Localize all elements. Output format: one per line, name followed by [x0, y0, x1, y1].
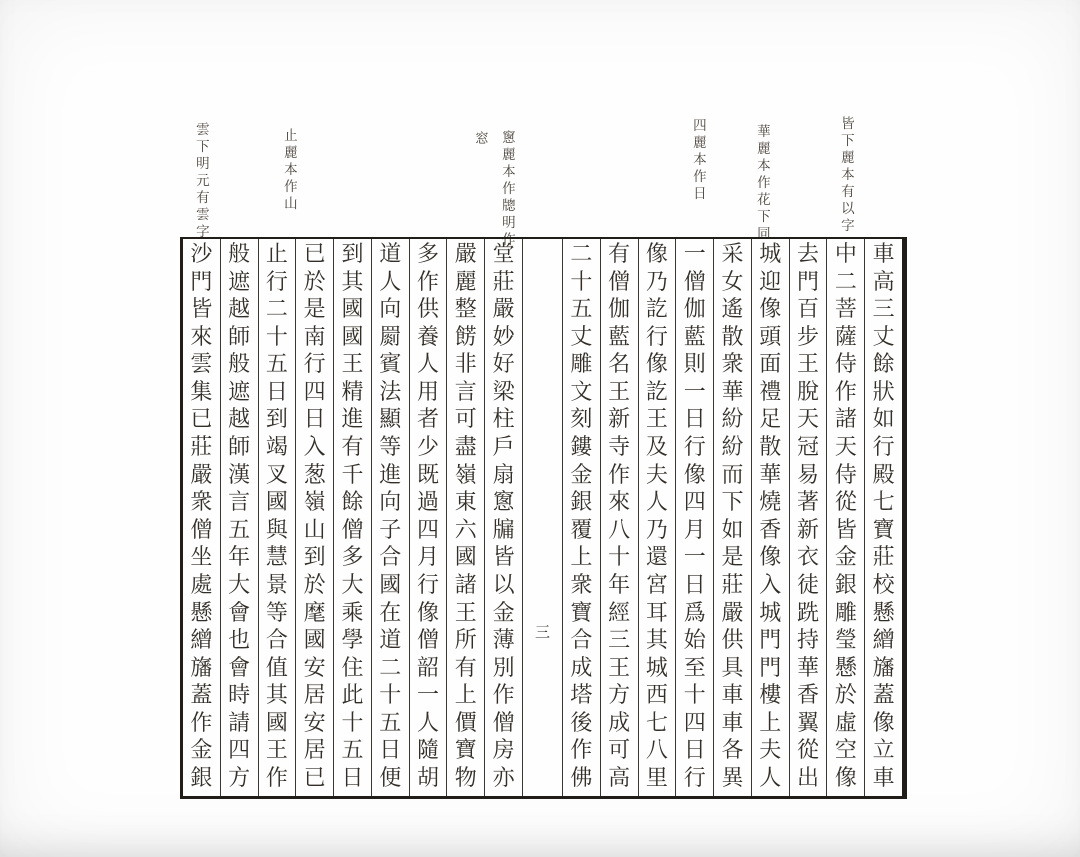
text-column-1: 車 高 三 丈 餘 狀 如 行 殿 七 寶 莊 校 懸 繒 旛 蓋 像 立 車	[864, 239, 902, 796]
text-column-2: 中 二 菩 薩 侍 作 諸 天 侍 從 皆 金 銀 雕 瑩 懸 於 虛 空 像	[826, 239, 864, 796]
text-column-grid	[183, 239, 902, 796]
text-column-8: 有 僧 伽 藍 名 王 新 寺 作 來 八 十 年 經 三 王 方 成 可 高	[600, 239, 638, 796]
margin-note-1: 皆下麗本有以字	[837, 116, 854, 235]
text-column-6: 一 僧 伽 藍 則 一 日 行 像 四 月 一 日 爲 始 至 十 四 日 行	[675, 239, 713, 796]
text-column-13: 道 人 向 罽 賓 法 顯 等 進 向 子 合 國 在 道 二 十 五 日 便	[371, 239, 409, 796]
text-column-10: 堂 莊 嚴 妙 好 梁 柱 戶 扇 窻 牖 皆 以 金 薄 別 作 僧 房 亦	[484, 239, 522, 796]
text-column-16: 止 行 二 十 五 日 到 竭 叉 國 與 慧 景 等 合 值 其 國 王 作	[258, 239, 296, 796]
margin-note-2: 華麗本作花下同	[753, 124, 770, 243]
margin-note-3: 四麗本作日	[689, 118, 706, 203]
text-column-11: 嚴 麗 整 餝 非 言 可 盡 嶺 東 六 國 諸 王 所 有 上 價 寶 物	[446, 239, 484, 796]
margin-note-4-continuation: 窓	[471, 131, 488, 148]
page-number: 三	[534, 623, 550, 641]
text-column-17: 般 遮 越 師 般 遮 越 師 漢 言 五 年 大 會 也 會 時 請 四 方	[220, 239, 258, 796]
text-column-14: 到 其 國 國 王 精 進 有 千 餘 僧 多 大 乘 學 住 此 十 五 日	[333, 239, 371, 796]
margin-note-6: 雲下明元有雲字	[192, 122, 209, 241]
text-column-18: 沙 門 皆 來 雲 集 已 莊 嚴 衆 僧 坐 處 懸 繒 旛 蓋 作 金 銀	[190, 242, 213, 791]
text-column-7: 像 乃 訖 行 像 訖 王 及 夫 人 乃 還 宮 耳 其 城 西 七 八 里	[638, 239, 676, 796]
text-column-15: 已 於 是 南 行 四 日 入 葱 嶺 山 到 於 麾 國 安 居 安 居 已	[295, 239, 333, 796]
margin-note-5: 止麗本作山	[280, 128, 297, 213]
text-frame	[180, 237, 907, 799]
margin-note-4: 窻麗本作牕明作	[498, 130, 515, 249]
text-column-4: 城 迎 像 頭 面 禮 足 散 華 燒 香 像 入 城 門 門 樓 上 夫 人	[751, 239, 789, 796]
text-column-5: 采 女 遙 散 衆 華 紛 紛 而 下 如 是 莊 嚴 供 具 車 車 各 異	[713, 239, 751, 796]
text-column-9: 二 十 五 丈 雕 文 刻 鏤 金 銀 覆 上 衆 寶 合 成 塔 後 作 佛	[562, 239, 600, 796]
center-fold-column	[522, 239, 562, 796]
text-column-12: 多 作 供 養 人 用 者 少 既 過 四 月 行 像 僧 韶 一 人 隨 胡	[409, 239, 447, 796]
text-column-3: 去 門 百 步 王 脫 天 冠 易 著 新 衣 徒 跣 持 華 香 翼 從 出	[789, 239, 827, 796]
